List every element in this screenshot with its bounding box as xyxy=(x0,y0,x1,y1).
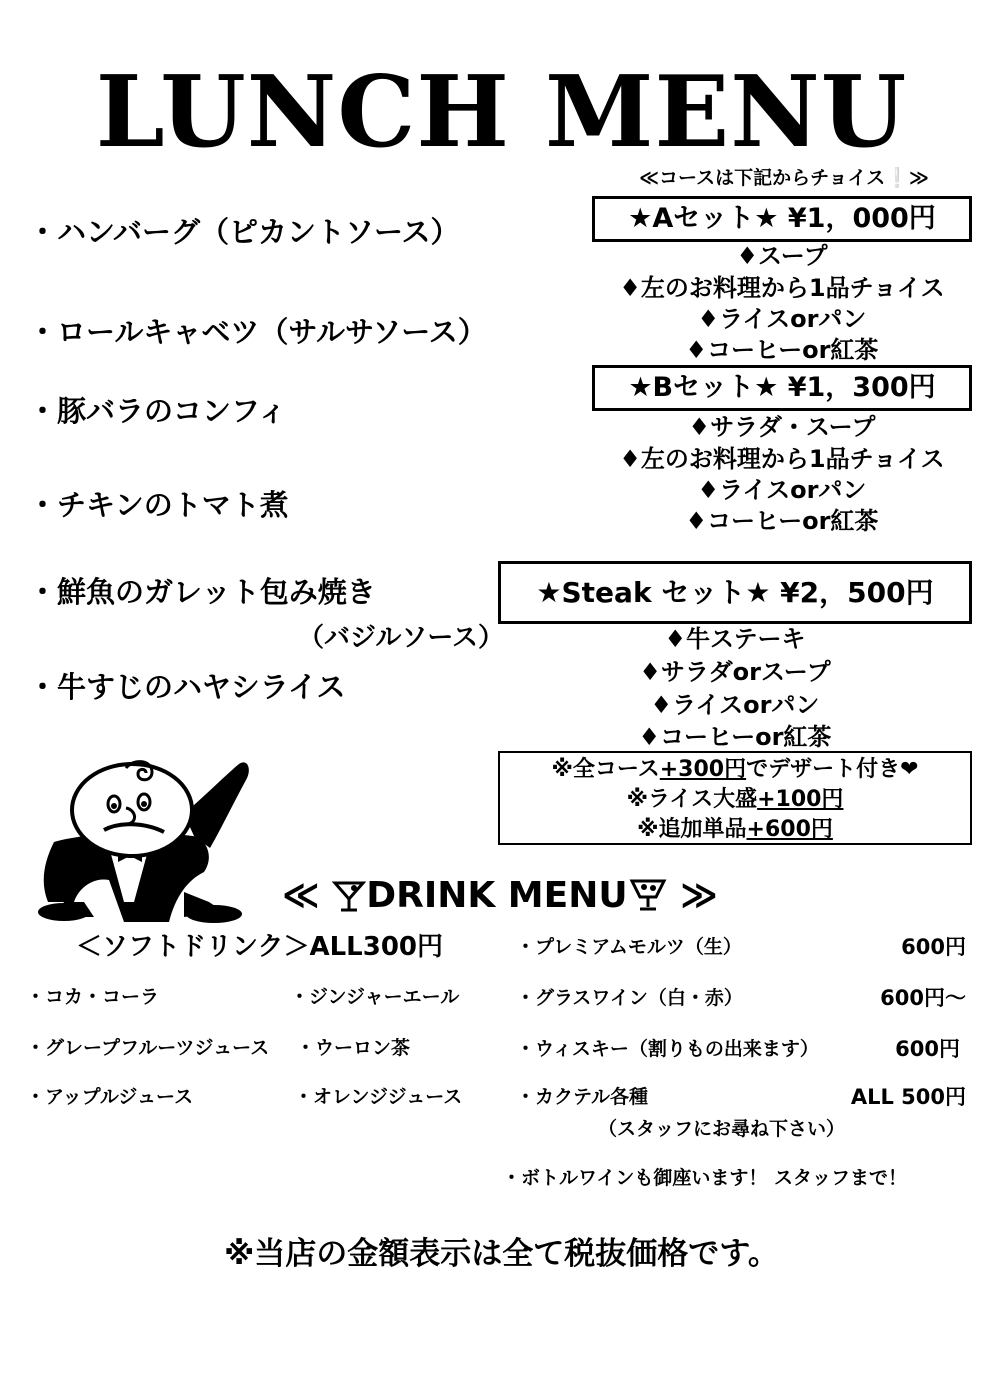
dish-pork-confit: ・豚バラのコンフィ xyxy=(28,394,287,428)
notes-box xyxy=(498,751,972,845)
note-text: ※追加単品 xyxy=(637,817,747,842)
set-steak-label: ★Steak セット★ ¥2，500円 xyxy=(536,576,934,609)
soft-drink-item: ・グレープフルーツジュース xyxy=(26,1037,270,1059)
alcohol-item-name: ・プレミアムモルツ（生） xyxy=(516,936,742,958)
set-steak-item: ♦牛ステーキ xyxy=(664,625,806,653)
soft-drink-item: ・アップルジュース xyxy=(26,1086,194,1108)
note-price: +300円 xyxy=(659,757,747,782)
set-b-item: ♦ライスorパン xyxy=(697,476,867,504)
note-rice-large xyxy=(500,785,970,815)
alcohol-item-price: 600円 xyxy=(901,935,966,959)
heading-bracket: ≫ xyxy=(680,875,718,916)
alcohol-item-name: ・グラスワイン（白・赤） xyxy=(516,987,743,1009)
set-a-item: ♦スープ xyxy=(736,242,828,270)
set-a-label: ★Aセット★ ¥1，000円 xyxy=(628,203,936,234)
dish-beef-hayashi: ・牛すじのハヤシライス xyxy=(28,670,346,704)
drink-menu-heading xyxy=(282,874,718,918)
note-text: でデザート付き❤ xyxy=(746,757,919,782)
drink-heading-text: DRINK MENU xyxy=(366,875,628,916)
note-price: +600円 xyxy=(746,817,833,842)
dish-fish-sauce: （バジルソース） xyxy=(298,623,505,653)
set-b-item: ♦コーヒーor紅茶 xyxy=(685,507,879,535)
dish-fish-galette: ・鮮魚のガレット包み焼き xyxy=(28,575,376,609)
set-b-label: ★Bセット★ ¥1，300円 xyxy=(628,372,936,403)
martini-glass-icon xyxy=(332,879,366,913)
soft-drink-item: ・コカ・コーラ xyxy=(26,986,160,1008)
note-extra-item xyxy=(500,815,970,845)
mascot-icon xyxy=(34,752,256,924)
note-price: +100円 xyxy=(757,787,844,812)
alcohol-item-name: ・カクテル各種 xyxy=(516,1086,649,1108)
note-text: ※全コース xyxy=(551,757,660,782)
menu-title: LUNCH MENU xyxy=(95,55,908,170)
course-choose-note: ≪コースは下記からチョイス❕≫ xyxy=(639,167,929,189)
note-dessert xyxy=(500,755,970,785)
dish-chicken-tomato: ・チキンのトマト煮 xyxy=(28,488,289,522)
set-steak-box xyxy=(498,561,972,624)
set-a-box xyxy=(592,196,972,242)
soft-drink-item: ・ウーロン茶 xyxy=(296,1037,411,1059)
dish-roll-cabbage: ・ロールキャベツ（サルサソース） xyxy=(28,315,487,349)
tax-note: ※当店の金額表示は全て税抜価格です。 xyxy=(224,1236,779,1272)
dish-hamburg: ・ハンバーグ（ピカントソース） xyxy=(28,215,460,249)
set-a-item: ♦コーヒーor紅茶 xyxy=(685,336,879,364)
set-a-item: ♦ライスorパン xyxy=(697,305,867,333)
heading-bracket: ≪ xyxy=(282,875,320,916)
alcohol-item-price: 600円 xyxy=(895,1037,960,1061)
soft-drink-item: ・ジンジャーエール xyxy=(290,986,460,1008)
cocktail-glass-icon xyxy=(628,877,668,913)
cocktail-note: （スタッフにお尋ね下さい） xyxy=(598,1118,846,1140)
alcohol-item-price: 600円～ xyxy=(880,986,966,1010)
set-steak-item: ♦ライスorパン xyxy=(650,691,820,719)
set-b-box xyxy=(592,365,972,411)
set-steak-item: ♦コーヒーor紅茶 xyxy=(638,723,832,751)
soft-drink-heading: ＜ソフトドリンク＞ALL300円 xyxy=(76,932,444,962)
bottle-wine-note: ・ボトルワインも御座います！ スタッフまで！ xyxy=(502,1167,908,1189)
set-b-item: ♦サラダ・スープ xyxy=(688,413,876,441)
set-b-item: ♦左のお料理から1品チョイス xyxy=(619,445,945,473)
soft-drink-item: ・オレンジジュース xyxy=(294,1086,463,1108)
set-a-item: ♦左のお料理から1品チョイス xyxy=(619,274,945,302)
alcohol-item-price: ALL 500円 xyxy=(850,1085,966,1109)
set-steak-item: ♦サラダorスープ xyxy=(639,658,831,686)
note-text: ※ライス大盛 xyxy=(626,787,758,812)
alcohol-item-name: ・ウィスキー（割りもの出来ます） xyxy=(516,1038,819,1060)
